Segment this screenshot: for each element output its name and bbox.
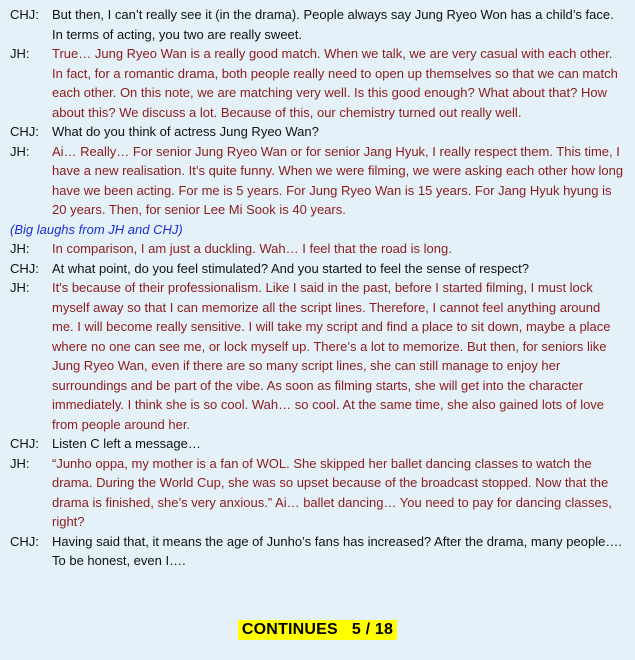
dialogue-text: In comparison, I am just a duckling. Wah… I feel that the road is long. [52,241,452,256]
speaker-label: JH: [10,46,30,61]
speaker-label: CHJ: [10,533,39,549]
dialogue-text: Having said that, it means the age of Junho’s fans has increased? After the drama, many people…. To be honest, even I…. [52,533,622,568]
continues-marker[interactable] [238,620,397,640]
speaker-label: JH: [10,455,30,471]
dialogue-text: Listen C left a message… [52,436,201,451]
dialogue-line [0,434,635,454]
dialogue-text: What do you think of actress Jung Ryeo Wan? [52,124,319,139]
speaker-label: JH: [10,143,30,159]
page-indicator: 5 / 18 [351,621,394,638]
transcript [0,5,635,571]
stage-note: (Big laughs from JH and CHJ) [10,221,183,237]
dialogue-text: But then, I can’t really see it (in the drama). People always say Jung Ryeo Won has a child’s face. In terms of acting, you two are really sweet. [52,7,614,42]
continues-label: CONTINUES [241,621,338,638]
speaker-label: JH: [10,280,30,295]
dialogue-line [0,532,635,571]
speaker-label: CHJ: [10,124,39,139]
dialogue-line [0,122,635,142]
dialogue-line [0,44,635,122]
dialogue-line [0,259,635,279]
dialogue-text: True… Jung Ryeo Wan is a really good match. When we talk, we are very casual with each other. In fact, for a romantic drama, both people really need to open up themselves so that we can match each other. On this note, we are matching very well. Is this good enough? What about that? How about this? We discuss a lot. Because of this, our chemistry turned out really well. [52,46,618,120]
speaker-label: CHJ: [10,260,39,276]
dialogue-line [0,5,635,44]
dialogue-line [0,142,635,220]
dialogue-text: Ai… Really… For senior Jung Ryeo Wan or for senior Jang Hyuk, I really respect them. This time, I have a new realisation. It’s quite funny. When we were filming, we were asking each other how long have we been acting. For me is 5 years. For Jung Ryeo Wan is 15 years. For Jang Hyuk hyung is 20 years. Then, for senior Lee Mi Sook is 40 years. [52,143,624,217]
dialogue-line [0,278,635,434]
dialogue-line [0,454,635,532]
dialogue-line [0,239,635,259]
dialogue-text: “Junho oppa, my mother is a fan of WOL. She skipped her ballet dancing classes to watch the drama. During the World Cup, she was so upset because of the broadcast stopped. Now that the drama is finished, she’s very anxious.” Ai… ballet dancing… You need to pay for dancing classes, right? [52,455,612,529]
speaker-label: CHJ: [10,436,39,451]
footer [0,620,635,640]
dialogue-text: It's because of their professionalism. Like I said in the past, before I started filming, I must lock myself away so that I can memorize all the script lines. Therefore, I cannot feel anything around me. I will become really sensitive. I will take my script and find a place to sit down, maybe a place where no one can see me, or lock myself up. There’s a lot to memorize. But then, for seniors like Jung Ryeo Wan, even if there are so many script lines, she can still manage to enjoy her surroundings and be part of the vibe. As soon as filming starts, she will get into the character immediately. I think she is so cool. Wah… so cool. At the same time, she also gained lots of love from people around her. [52,280,611,432]
dialogue-text: At what point, do you feel stimulated? And you started to feel the sense of respect? [52,260,529,276]
speaker-label: CHJ: [10,7,39,22]
speaker-label: JH: [10,241,30,256]
